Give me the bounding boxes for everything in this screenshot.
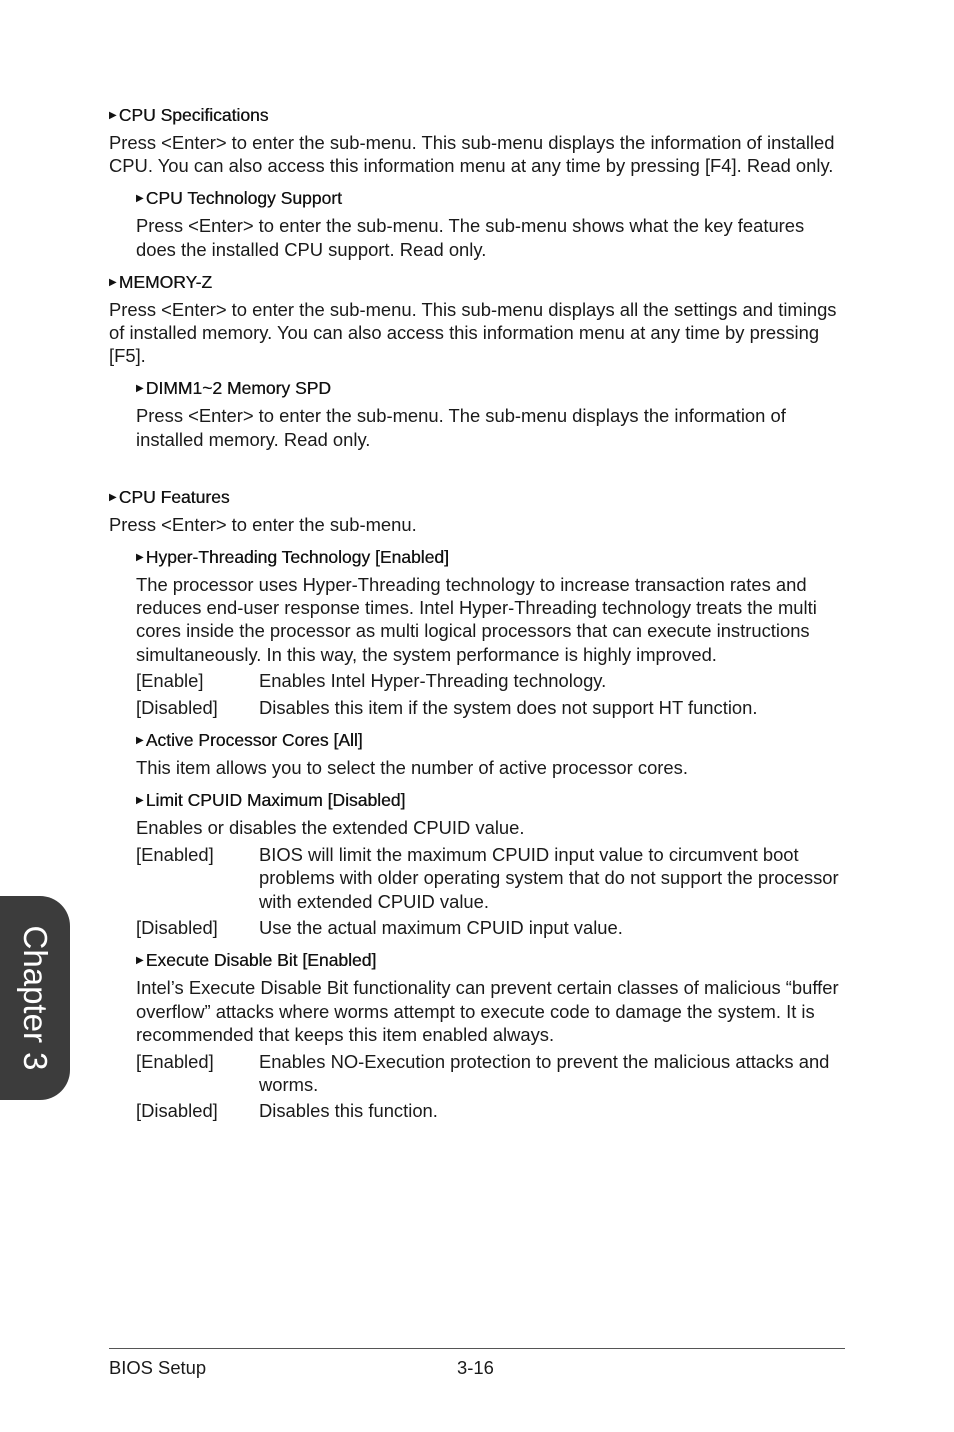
chapter-tab-label: Chapter 3: [17, 925, 54, 1071]
section-limit-cpuid-maximum: [136, 788, 849, 939]
section-body: The processor uses Hyper-Threading technology to increase transaction rates and reduces end-user response times. Intel Hyper-Threading technology treats the multi cores inside the processor as multi logical processors that can execute instructions simultaneously. In this way, the system performance is highly improved.: [136, 574, 817, 665]
section-cpu-features: [109, 485, 849, 536]
section-execute-disable-bit: [136, 948, 849, 1122]
chapter-tab: [0, 896, 70, 1100]
option-key: [Enable]: [136, 670, 204, 692]
bullet-triangle-icon: ▶: [109, 491, 117, 503]
option-description: Enables NO-Execution protection to prevent the malicious attacks and worms.: [259, 1050, 830, 1095]
section-body: Press <Enter> to enter the sub-menu.: [109, 513, 417, 535]
manual-content: [109, 103, 849, 1132]
option-key: [Enabled]: [136, 844, 214, 866]
section-body: Press <Enter> to enter the sub-menu. This sub-menu displays all the settings and timings of installed memory. You can also access this information menu at any time by pressing [F5].: [109, 298, 837, 367]
option-description: Enables Intel Hyper-Threading technology.: [259, 670, 607, 692]
option-description: Disables this function.: [259, 1100, 438, 1122]
section-active-processor-cores: [136, 728, 849, 779]
heading-text: Hyper-Threading Technology [Enabled]: [145, 547, 449, 568]
bullet-triangle-icon: ▶: [136, 795, 144, 807]
option-row: [136, 916, 849, 939]
option-key: [Disabled]: [136, 917, 218, 939]
section-body: Enables or disables the extended CPUID value.: [136, 817, 525, 839]
option-key: [Disabled]: [136, 697, 218, 719]
section-body: Press <Enter> to enter the sub-menu. The sub-menu displays the information of installed memory. Read only.: [136, 405, 786, 450]
option-key: [Enabled]: [136, 1050, 214, 1072]
section-heading: [109, 103, 849, 128]
bullet-triangle-icon: ▶: [136, 955, 144, 967]
footer-section-name: BIOS Setup: [109, 1357, 207, 1378]
heading-text: DIMM1~2 Memory SPD: [145, 378, 331, 399]
option-row: [136, 1050, 849, 1096]
section-gap: [109, 460, 849, 485]
option-row: [136, 843, 849, 913]
section-cpu-specifications: [109, 103, 849, 177]
option-row: [136, 696, 849, 719]
bullet-triangle-icon: ▶: [136, 193, 144, 205]
section-body: Intel’s Execute Disable Bit functionality can prevent certain classes of malicious “buffer overflow” attacks where worms attempt to execute code to damage the system. It is recommended that keeps this item enabled always.: [136, 977, 839, 1045]
section-heading: [109, 270, 849, 295]
section-memory-z: [109, 270, 849, 368]
heading-text: Execute Disable Bit [Enabled]: [145, 950, 377, 971]
section-heading: [136, 788, 849, 813]
section-body: This item allows you to select the number of active processor cores.: [136, 757, 688, 779]
section-dimm-memory-spd: [136, 376, 849, 450]
heading-text: MEMORY-Z: [118, 271, 213, 292]
heading-text: CPU Technology Support: [145, 188, 342, 209]
bullet-triangle-icon: ▶: [136, 735, 144, 747]
heading-text: CPU Features: [118, 486, 230, 507]
bullet-triangle-icon: ▶: [136, 383, 144, 395]
option-description: BIOS will limit the maximum CPUID input value to circumvent boot problems with older operating system that do not support the processor with extended CPUID value.: [259, 844, 839, 912]
section-body: Press <Enter> to enter the sub-menu. This sub-menu displays the information of installed CPU. You can also access this information menu at any time by pressing [F4]. Read only.: [109, 132, 835, 177]
section-body: Press <Enter> to enter the sub-menu. The sub-menu shows what the key features does the installed CPU support. Read only.: [136, 215, 805, 260]
section-hyper-threading: [136, 545, 849, 719]
option-description: Disables this item if the system does not support HT function.: [259, 697, 758, 719]
heading-text: Limit CPUID Maximum [Disabled]: [145, 790, 406, 811]
option-row: [136, 669, 849, 692]
option-row: [136, 1099, 849, 1122]
option-description: Use the actual maximum CPUID input value.: [259, 917, 623, 939]
bullet-triangle-icon: ▶: [136, 552, 144, 564]
heading-text: CPU Specifications: [118, 105, 269, 125]
footer-page-number: 3-16: [457, 1357, 494, 1378]
footer-divider: [109, 1348, 845, 1349]
section-heading: [136, 186, 849, 211]
bullet-triangle-icon: ▶: [109, 110, 117, 121]
heading-text: Active Processor Cores [All]: [145, 730, 363, 751]
section-heading: [136, 376, 849, 401]
section-heading: [109, 485, 849, 510]
section-heading: [136, 948, 849, 973]
section-cpu-technology-support: [136, 186, 849, 260]
option-key: [Disabled]: [136, 1100, 218, 1122]
section-heading: [136, 545, 849, 570]
section-heading: [136, 728, 849, 753]
bullet-triangle-icon: ▶: [109, 276, 117, 288]
